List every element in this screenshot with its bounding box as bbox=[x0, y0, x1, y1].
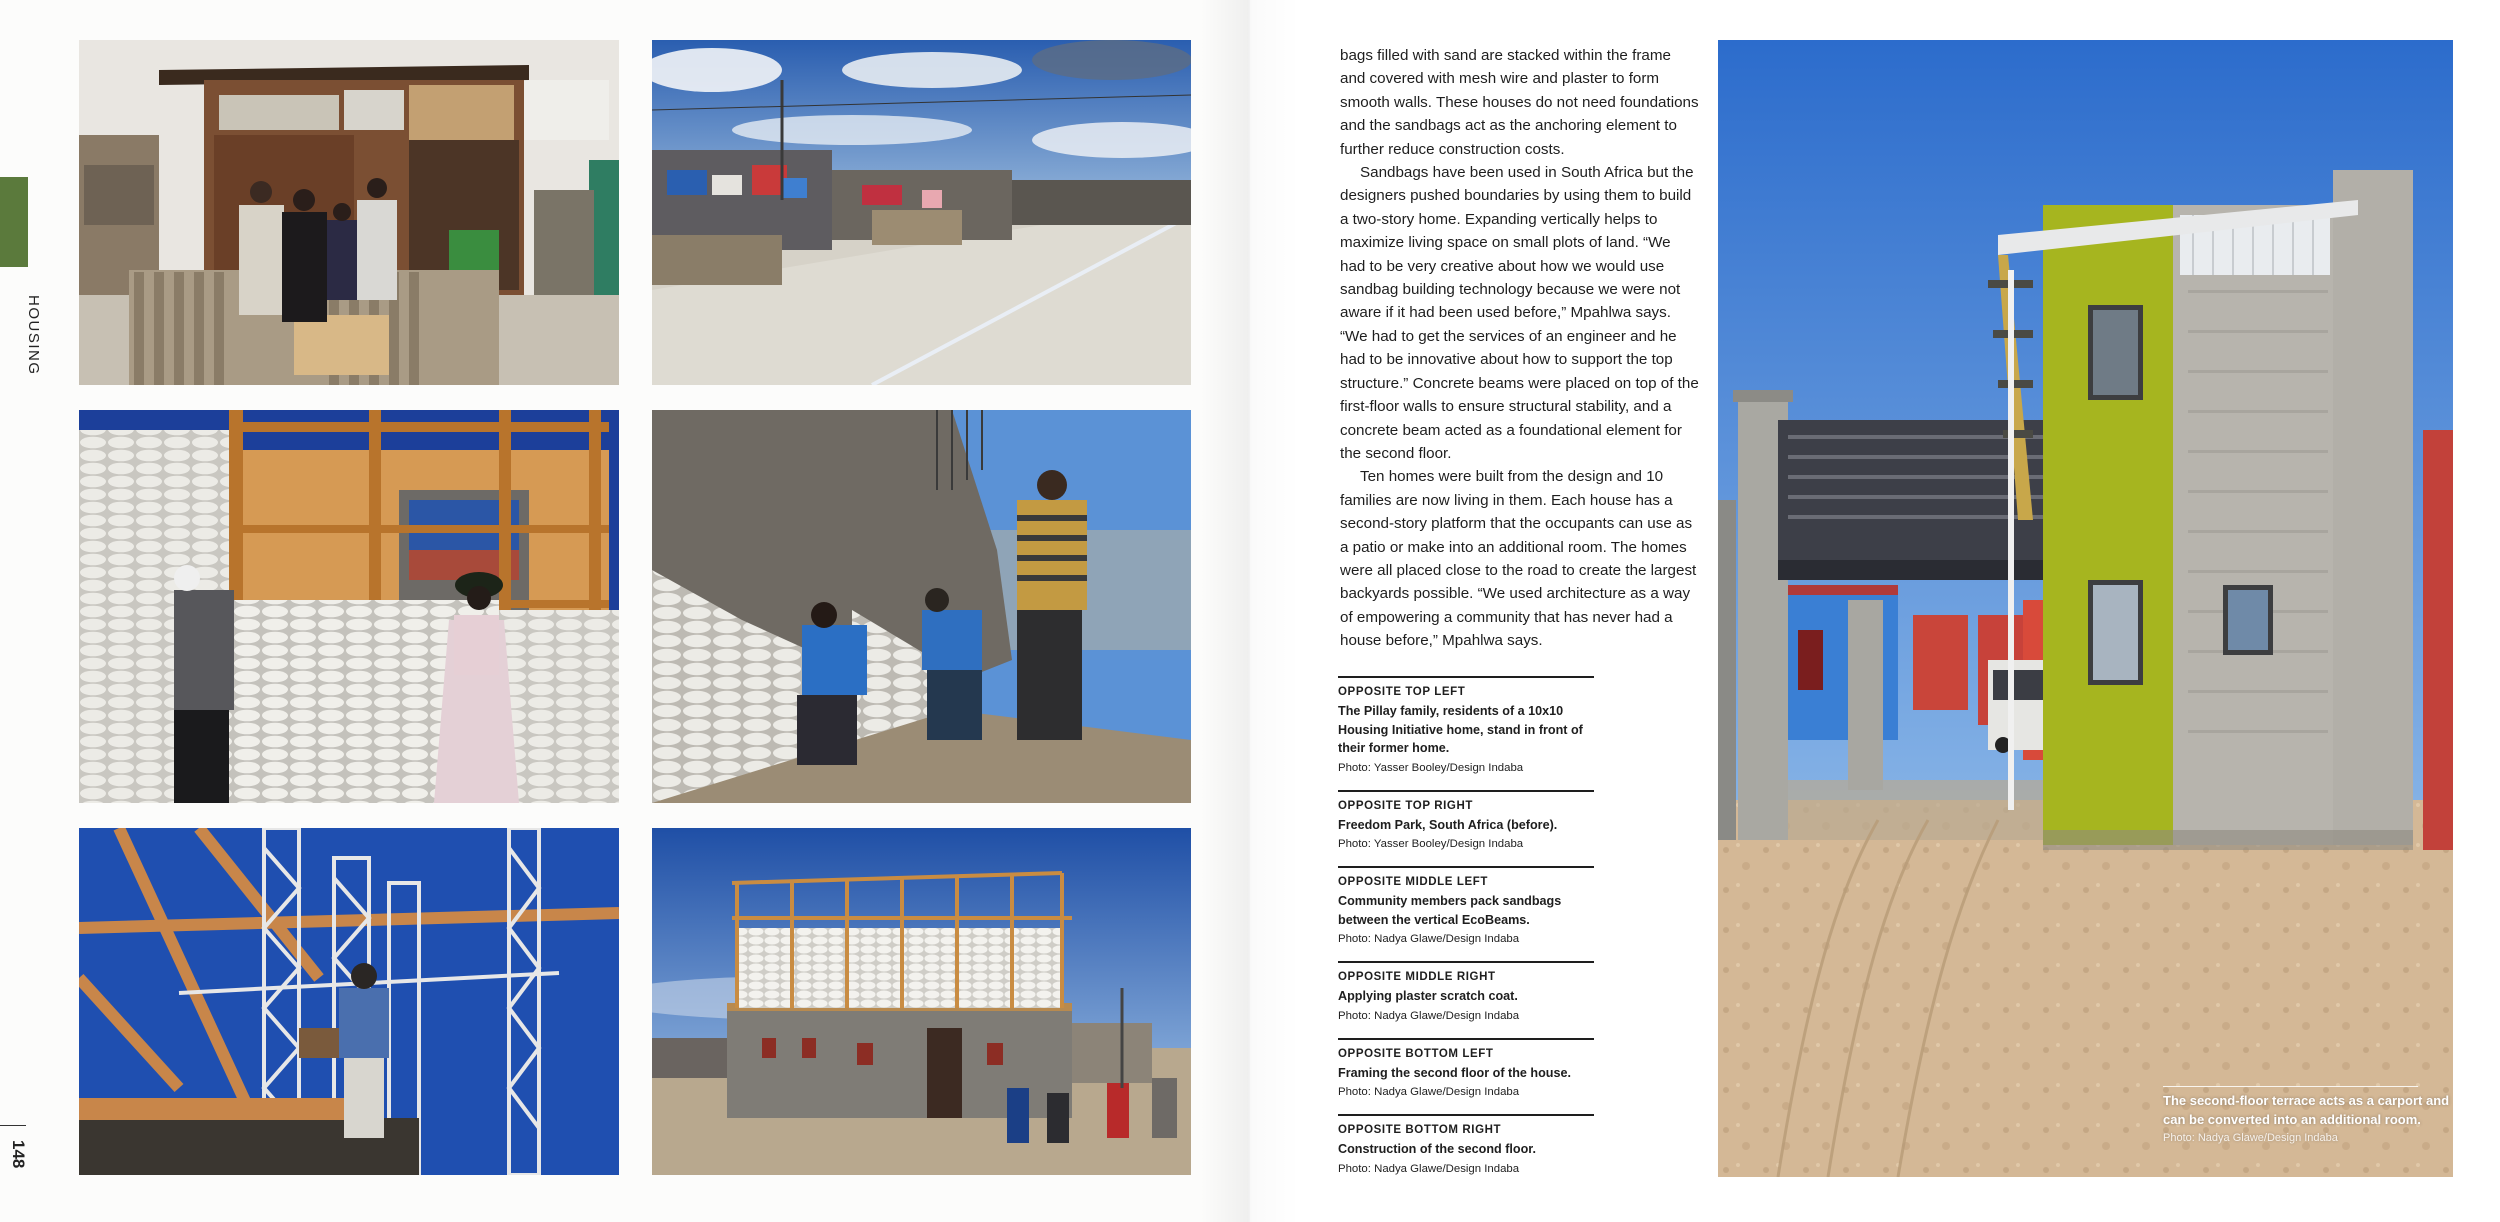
photo-credit: Photo: Yasser Booley/Design Indaba bbox=[1338, 761, 1524, 774]
caption-heading: OPPOSITE TOP LEFT bbox=[1338, 686, 1466, 698]
caption-heading: OPPOSITE TOP RIGHT bbox=[1338, 799, 1473, 812]
photo-plaster-coat bbox=[652, 410, 1191, 803]
caption-block bbox=[1338, 866, 1594, 947]
caption-text: Framing the second floor of the house. bbox=[1338, 1065, 1571, 1080]
section-color-tab bbox=[0, 177, 28, 267]
caption-text: Community members pack sandbags between the vertical EcoBeams. bbox=[1338, 894, 1562, 927]
article-paragraph: bags filled with sand are stacked within the frame and covered with mesh wire and plaster to form smooth walls. These houses do not need foundations and the sandbags act as the anchoring element to further reduce construction costs. bbox=[1340, 47, 1699, 158]
photo-credit: Photo: Nadya Glawe/Design Indaba bbox=[1338, 1009, 1520, 1022]
article-paragraph: Sandbags have been used in South Africa but the designers pushed boundaries by using them to build a two-story home. Expanding vertically helps to maximize living space on small plots of land. “We had to be very creative about how we would use sandbag building technology because we were not aware if it had been used before,” Mpahlwa says. “We had to get the services of an engineer and he had to be innovative about how to support the top structure.” Concrete beams were placed on top of the first-floor walls to ensure structural stability, and a concrete beam acted as a foundational element for the second floor. bbox=[1340, 164, 1699, 462]
main-photo-caption-text: The second-floor terrace acts as a carport and can be converted into an additional room. bbox=[2163, 1093, 2450, 1127]
page-number: 148 bbox=[9, 1140, 28, 1169]
photo-framing-second-floor bbox=[79, 828, 619, 1175]
caption-list bbox=[1338, 676, 1594, 1191]
caption-text: The Pillay family, residents of a 10x10 Housing Initiative home, stand in front of their former home. bbox=[1338, 704, 1583, 755]
photo-packing-sandbags bbox=[79, 410, 619, 803]
caption-block bbox=[1338, 790, 1594, 853]
caption-heading: OPPOSITE MIDDLE LEFT bbox=[1338, 876, 1489, 888]
caption-heading: OPPOSITE BOTTOM LEFT bbox=[1338, 1047, 1494, 1060]
photo-credit: Photo: Yasser Booley/Design Indaba bbox=[1338, 838, 1524, 850]
caption-text: Construction of the second floor. bbox=[1338, 1142, 1537, 1156]
caption-heading: OPPOSITE MIDDLE RIGHT bbox=[1338, 971, 1496, 983]
page-gutter-shadow bbox=[1200, 0, 1300, 1222]
photo-family-shack bbox=[79, 40, 619, 385]
section-label: HOUSING bbox=[25, 295, 42, 376]
photo-credit: Photo: Nadya Glawe/Design Indaba bbox=[1338, 933, 1520, 945]
photo-credit: Photo: Nadya Glawe/Design Indaba bbox=[1338, 1086, 1520, 1098]
main-photo-credit: Photo: Nadya Glawe/Design Indaba bbox=[2163, 1132, 2338, 1144]
caption-block bbox=[1338, 961, 1594, 1024]
photo-freedom-park bbox=[652, 40, 1191, 385]
article-body bbox=[1340, 44, 1700, 653]
caption-block bbox=[1338, 1114, 1594, 1177]
main-photo-caption bbox=[2163, 1086, 2463, 1148]
caption-heading: OPPOSITE BOTTOM RIGHT bbox=[1338, 1124, 1502, 1136]
folio-rule bbox=[0, 1125, 26, 1126]
caption-text: Applying plaster scratch coat. bbox=[1338, 989, 1518, 1003]
photo-second-floor-construction bbox=[652, 828, 1191, 1175]
photo-completed-house bbox=[1718, 40, 2453, 1177]
photo-credit: Photo: Nadya Glawe/Design Indaba bbox=[1338, 1162, 1520, 1175]
caption-block bbox=[1338, 676, 1594, 776]
caption-text: Freedom Park, South Africa (before). bbox=[1338, 817, 1558, 832]
caption-block bbox=[1338, 1038, 1594, 1101]
article-paragraph: Ten homes were built from the design and 10 families are now living in them. Each house has a second-story platform that the occupants can use as a patio or make into an additional room. The homes were all placed close to the road to create the largest backyards possible. “We used architecture as a way of empowering a community that has never had a house before,” Mpahlwa says. bbox=[1340, 468, 1697, 650]
caption-rule bbox=[2163, 1086, 2418, 1087]
